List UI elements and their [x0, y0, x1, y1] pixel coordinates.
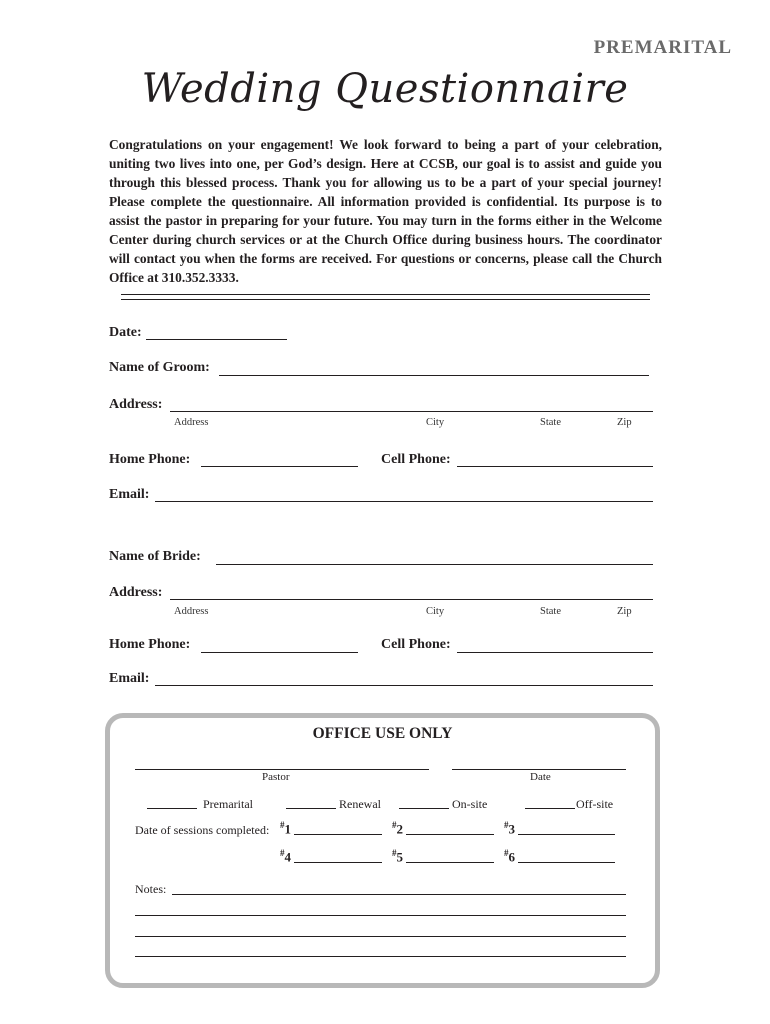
- office-use-title: OFFICE USE ONLY: [312, 725, 453, 742]
- pastor-label: Pastor: [262, 771, 290, 783]
- bride-home-phone-field[interactable]: [201, 652, 358, 653]
- groom-city-sublabel: City: [426, 417, 445, 428]
- groom-cell-phone-field[interactable]: [457, 466, 653, 467]
- off-site-check-line[interactable]: [525, 808, 575, 809]
- page-title: Wedding Questionnaire: [141, 66, 629, 112]
- session-number: 6: [508, 849, 515, 865]
- office-date-field[interactable]: [452, 769, 626, 770]
- form-category-label: PREMARITAL: [593, 37, 732, 58]
- session-5-field[interactable]: [406, 862, 494, 863]
- intro-paragraph: Congratulations on your engagement! We look forward to being a part of your celebration, uniting two lives into one, per God’s design. Here at CCSB, our goal is to assist and guide you through this blessed process. Thank you for allowing us to be a part of your special journey! Please complete the questionnaire. All information provided is confidential. Its purpose is to assist the pastor in preparing for your future. You may turn in the forms either in the Welcome Center during church services or at the Church Office during business hours. The coordinator will contact you when the forms are received. For questions or concerns, please call the Church Office at 310.352.3333.: [109, 137, 662, 285]
- session-1-label: [280, 820, 291, 837]
- groom-email-label: Email:: [109, 487, 150, 502]
- session-4-field[interactable]: [294, 862, 382, 863]
- session-number: 5: [396, 849, 403, 865]
- groom-address-field[interactable]: [170, 411, 653, 412]
- groom-state-sublabel: State: [540, 417, 561, 428]
- groom-cell-phone-label: Cell Phone:: [381, 452, 451, 467]
- pastor-field[interactable]: [135, 769, 429, 770]
- on-site-option-label: On-site: [452, 797, 488, 811]
- groom-home-phone-label: Home Phone:: [109, 452, 191, 467]
- premarital-check-line[interactable]: [147, 808, 197, 809]
- hash-symbol: #: [392, 848, 397, 858]
- session-number: 3: [508, 821, 515, 837]
- office-use-box: [105, 713, 660, 988]
- groom-name-label: Name of Groom:: [109, 360, 210, 375]
- premarital-option-label: Premarital: [203, 797, 253, 811]
- hash-symbol: #: [280, 848, 285, 858]
- groom-address-sublabel: Address: [174, 417, 209, 428]
- session-5-label: [392, 848, 403, 865]
- notes-line-2[interactable]: [135, 915, 626, 916]
- bride-address-label: Address:: [109, 585, 163, 600]
- groom-address-label: Address:: [109, 397, 163, 412]
- session-number: 4: [284, 849, 291, 865]
- hash-symbol: #: [504, 848, 509, 858]
- bride-cell-phone-field[interactable]: [457, 652, 653, 653]
- bride-email-field[interactable]: [155, 685, 653, 686]
- groom-name-field[interactable]: [219, 375, 649, 376]
- session-3-field[interactable]: [518, 834, 615, 835]
- notes-label: Notes:: [135, 882, 167, 896]
- on-site-check-line[interactable]: [399, 808, 449, 809]
- bride-address-field[interactable]: [170, 599, 653, 600]
- hash-symbol: #: [504, 820, 509, 830]
- hash-symbol: #: [280, 820, 285, 830]
- bride-email-label: Email:: [109, 671, 150, 686]
- session-6-field[interactable]: [518, 862, 615, 863]
- date-field[interactable]: [146, 339, 287, 340]
- notes-line-3[interactable]: [135, 936, 626, 937]
- divider-top: [121, 294, 650, 295]
- groom-home-phone-field[interactable]: [201, 466, 358, 467]
- sessions-label: Date of sessions completed:: [135, 823, 270, 837]
- office-date-label: Date: [530, 771, 551, 783]
- session-6-label: [504, 848, 515, 865]
- session-3-label: [504, 820, 515, 837]
- bride-home-phone-label: Home Phone:: [109, 637, 191, 652]
- bride-address-sublabel: Address: [174, 606, 209, 617]
- groom-email-field[interactable]: [155, 501, 653, 502]
- session-2-label: [392, 820, 403, 837]
- notes-line-1[interactable]: [172, 894, 626, 895]
- session-1-field[interactable]: [294, 834, 382, 835]
- session-number: 2: [396, 821, 403, 837]
- bride-zip-sublabel: Zip: [617, 606, 632, 617]
- divider-bottom: [121, 299, 650, 300]
- renewal-option-label: Renewal: [339, 797, 381, 811]
- session-4-label: [280, 848, 291, 865]
- bride-name-field[interactable]: [216, 564, 653, 565]
- bride-city-sublabel: City: [426, 606, 445, 617]
- bride-name-label: Name of Bride:: [109, 549, 201, 564]
- notes-line-4[interactable]: [135, 956, 626, 957]
- bride-state-sublabel: State: [540, 606, 561, 617]
- hash-symbol: #: [392, 820, 397, 830]
- session-2-field[interactable]: [406, 834, 494, 835]
- off-site-option-label: Off-site: [576, 797, 614, 811]
- groom-zip-sublabel: Zip: [617, 417, 632, 428]
- date-label: Date:: [109, 325, 142, 340]
- renewal-check-line[interactable]: [286, 808, 336, 809]
- bride-cell-phone-label: Cell Phone:: [381, 637, 451, 652]
- session-number: 1: [284, 821, 291, 837]
